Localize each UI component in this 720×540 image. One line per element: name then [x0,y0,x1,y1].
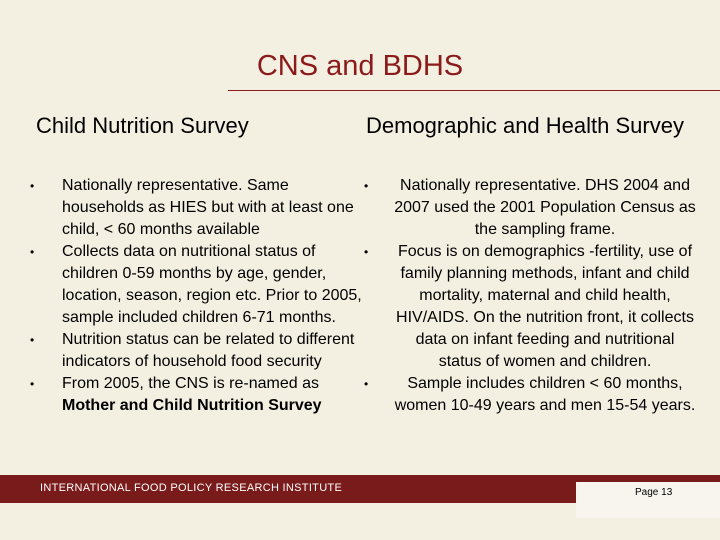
slide-title: CNS and BDHS [256,50,464,82]
list-item [26,373,362,417]
footer-organization: INTERNATIONAL FOOD POLICY RESEARCH INSTITUTE [40,482,343,494]
left-column-heading: Child Nutrition Survey [36,113,249,138]
bullet-text: Sample includes children < 60 months, women 10-49 years and men 15-54 years. [394,375,696,414]
bullet-icon: • [30,377,35,391]
bullet-text: Collects data on nutritional status of children 0-59 months by age, gender, location, season, region etc. Prior to 2005, sample included children 6-71 months. [62,243,362,326]
bullet-icon: • [30,333,35,347]
bullet-icon: • [364,179,369,193]
left-bullet-list [26,175,362,417]
list-item [26,241,362,329]
bullet-text: Focus is on demographics -fertility, use of family planning methods, infant and child mortality, maternal and child health, HIV/AIDS. On the nutrition front, it collects data on infant feeding and nutritional status of women and children. [396,243,694,370]
list-item [26,329,362,373]
right-column-heading: Demographic and Health Survey [366,113,684,138]
bullet-text: Nutrition status can be related to different indicators of household food security [62,331,355,370]
bullet-text: Nationally representative. Same households as HIES but with at least one child, < 60 months available [62,177,354,238]
bullet-bold-text: Mother and Child Nutrition Survey [62,397,322,414]
bullet-icon: • [364,377,369,391]
list-item [360,241,696,373]
list-item [26,175,362,241]
bullet-text: Nationally representative. DHS 2004 and 2007 used the 2001 Population Census as the sampling frame. [394,177,696,238]
bullet-text: From 2005, the CNS is re-named as [62,375,319,392]
bullet-icon: • [30,179,35,193]
right-bullet-list [360,175,696,417]
page-number: Page 13 [635,487,673,498]
title-underline [228,90,720,91]
list-item [360,175,696,241]
list-item [360,373,696,417]
bullet-icon: • [30,245,35,259]
bullet-icon: • [364,245,369,259]
